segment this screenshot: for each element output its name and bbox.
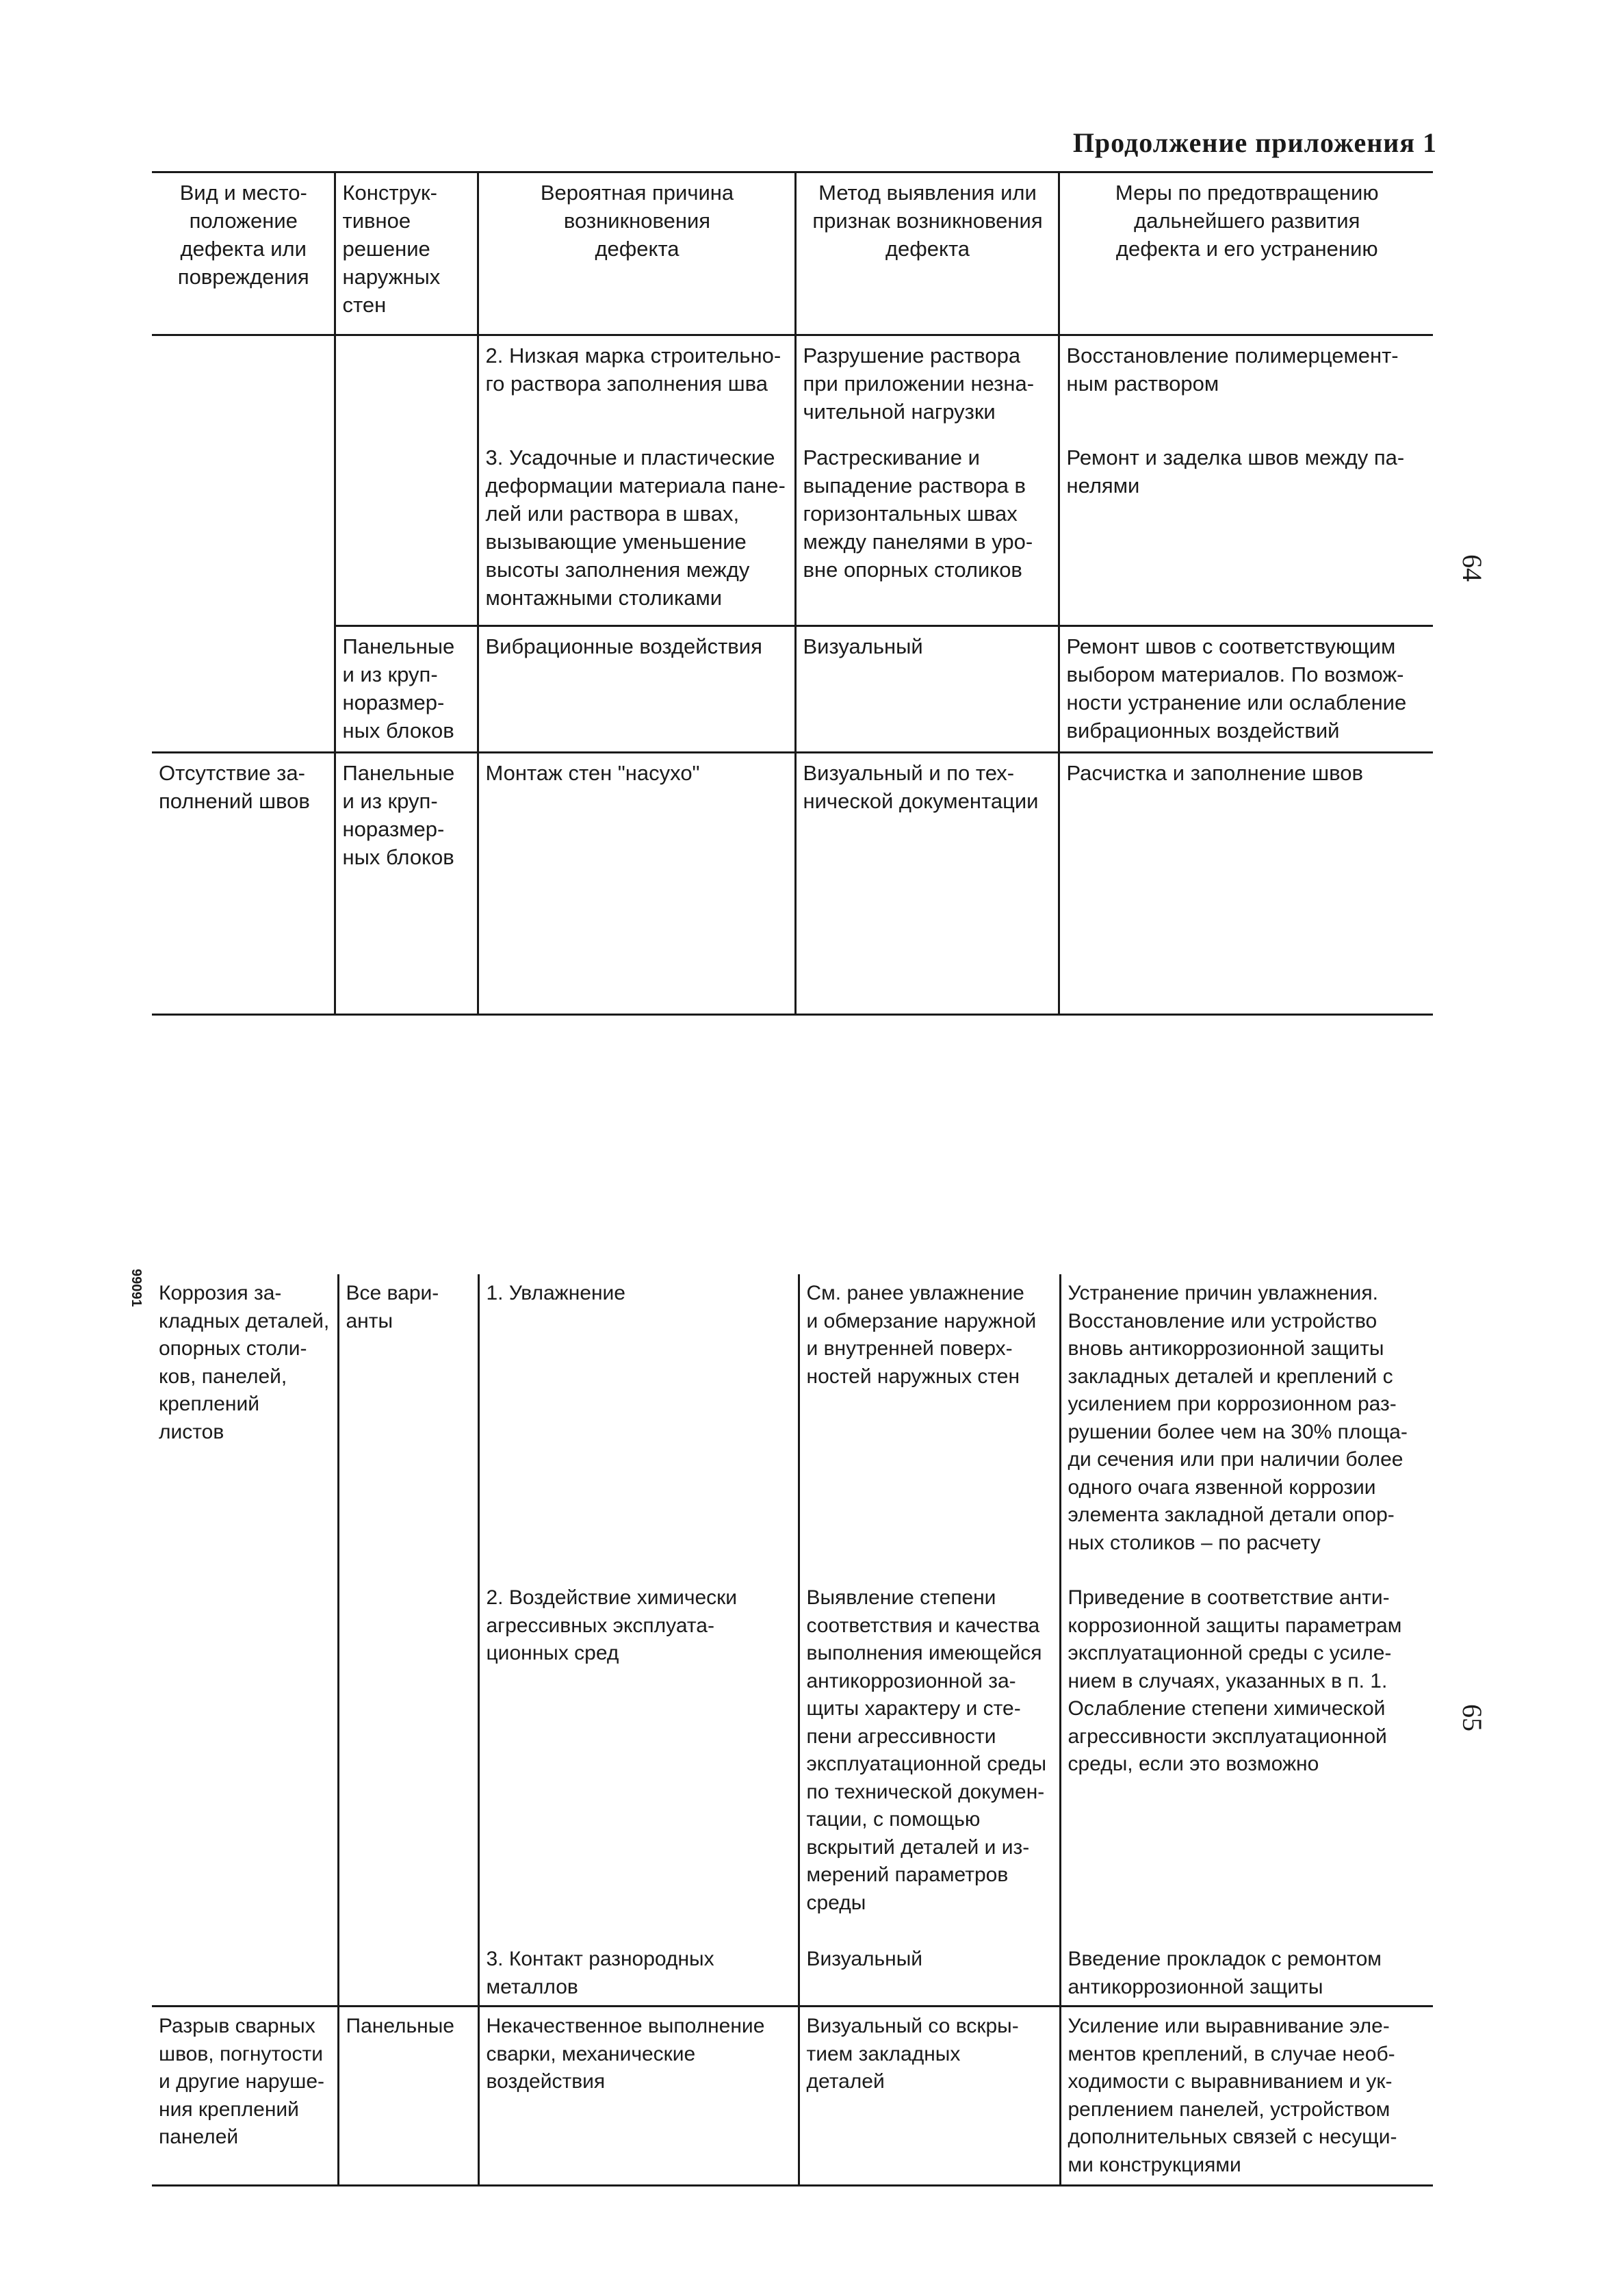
cell-cause: Монтаж стен "насухо" — [478, 753, 795, 1015]
cell-measures: Устранение причин увлажнения. Восстановление или устройство вновь антикоррозионной защиты закладных деталей и креплений с усилением при коррозионном раз- рушении более чем на 30% площа- ди сечения или при наличии более одного очага язвенной коррозии элемента закладной детали опор- ных столиков – по расчету — [1060, 1274, 1433, 1579]
cell-method: Визуальный со вскры- тием закладных деталей — [799, 2007, 1060, 2186]
table-row — [152, 1579, 1433, 1940]
cell-structure — [335, 438, 478, 626]
cell-cause: Вибрационные воздействия — [478, 626, 795, 753]
defects-table-upper — [152, 171, 1433, 1016]
cell-cause: 1. Увлажнение — [478, 1274, 799, 1579]
cell-cause: 3. Контакт разнородных металлов — [478, 1940, 799, 2007]
document-code: 99091 — [129, 1269, 144, 1307]
table-row — [152, 1274, 1433, 1579]
table-header-row — [152, 172, 1433, 335]
cell-defect: Разрыв сварных швов, погнутости и другие наруше- ния креплений панелей — [152, 2007, 338, 2186]
column-header-measures: Меры по предотвращению дальнейшего развития дефекта и его устранению — [1059, 172, 1433, 335]
defects-table-lower — [152, 1274, 1433, 2187]
cell-measures: Расчистка и заполнение швов — [1059, 753, 1433, 1015]
table-row — [152, 626, 1433, 753]
page-number-lower: 65 — [1457, 1704, 1488, 1731]
cell-measures: Усиление или выравнивание эле- ментов креплений, в случае необ- ходимости с выравниванием и ук- реплением панелей, устройством дополнительных связей с несущи- ми конструкциями — [1060, 2007, 1433, 2186]
column-header-cause: Вероятная причина возникновения дефекта — [478, 172, 795, 335]
cell-cause: Некачественное выполнение сварки, механические воздействия — [478, 2007, 799, 2186]
cell-method: Выявление степени соответствия и качества выполнения имеющейся антикоррозионной за- щиты характеру и сте- пени агрессивности эксплуатационной среды по технической докумен- тации, с помощью вскрытий деталей и из- мерений параметров среды — [799, 1579, 1060, 1940]
cell-measures: Ремонт швов с соответствующим выбором материалов. По возмож- ности устранение или ослабление вибрационных воздействий — [1059, 626, 1433, 753]
table-row — [152, 2007, 1433, 2186]
appendix-heading: Продолжение приложения 1 — [1072, 127, 1437, 158]
cell-method: См. ранее увлажнение и обмерзание наружной и внутренней поверх- ностей наружных стен — [799, 1274, 1060, 1579]
cell-method: Визуальный — [795, 626, 1059, 753]
cell-defect — [152, 335, 335, 438]
cell-defect — [152, 1579, 338, 1940]
cell-structure: Все вари- анты — [338, 1274, 478, 1579]
cell-defect: Отсутствие за- полнений швов — [152, 753, 335, 1015]
column-header-defect: Вид и место- положение дефекта или повреждения — [152, 172, 335, 335]
cell-structure — [338, 1940, 478, 2007]
cell-method: Разрушение раствора при приложении незна- чительной нагрузки — [795, 335, 1059, 438]
cell-defect — [152, 438, 335, 626]
column-header-method: Метод выявления или признак возникновения дефекта — [795, 172, 1059, 335]
cell-structure: Панельные и из круп- норазмер- ных блоков — [335, 626, 478, 753]
table-row — [152, 753, 1433, 1015]
table-row — [152, 438, 1433, 626]
cell-measures: Приведение в соответствие анти- коррозионной защиты параметрам эксплуатационной среды с усиле- нием в случаях, указанных в п. 1. Ослабление степени химической агрессивности эксплуатационной среды, если это возможно — [1060, 1579, 1433, 1940]
cell-cause: 2. Низкая марка строительно- го раствора заполнения шва — [478, 335, 795, 438]
cell-structure: Панельные — [338, 2007, 478, 2186]
cell-measures: Восстановление полимерцемент- ным раствором — [1059, 335, 1433, 438]
cell-structure — [335, 335, 478, 438]
cell-cause: 2. Воздействие химически агрессивных эксплуата- ционных сред — [478, 1579, 799, 1940]
page-number-upper: 64 — [1457, 554, 1488, 582]
cell-defect — [152, 626, 335, 753]
cell-method: Растрескивание и выпадение раствора в горизонтальных швах между панелями в уро- вне опорных столиков — [795, 438, 1059, 626]
cell-method: Визуальный и по тех- нической документации — [795, 753, 1059, 1015]
cell-defect — [152, 1940, 338, 2007]
column-header-structure: Конструк- тивное решение наружных стен — [335, 172, 478, 335]
cell-structure: Панельные и из круп- норазмер- ных блоков — [335, 753, 478, 1015]
table-row — [152, 335, 1433, 438]
cell-defect: Коррозия за- кладных деталей, опорных столи- ков, панелей, креплений листов — [159, 1282, 330, 1443]
cell-measures: Введение прокладок с ремонтом антикоррозионной защиты — [1060, 1940, 1433, 2007]
cell-measures: Ремонт и заделка швов между па- нелями — [1059, 438, 1433, 626]
cell-method: Визуальный — [799, 1940, 1060, 2007]
cell-structure — [338, 1579, 478, 1940]
cell-cause: 3. Усадочные и пластические деформации материала пане- лей или раствора в швах, вызывающие уменьшение высоты заполнения между монтажными столиками — [478, 438, 795, 626]
table-row — [152, 1940, 1433, 2007]
